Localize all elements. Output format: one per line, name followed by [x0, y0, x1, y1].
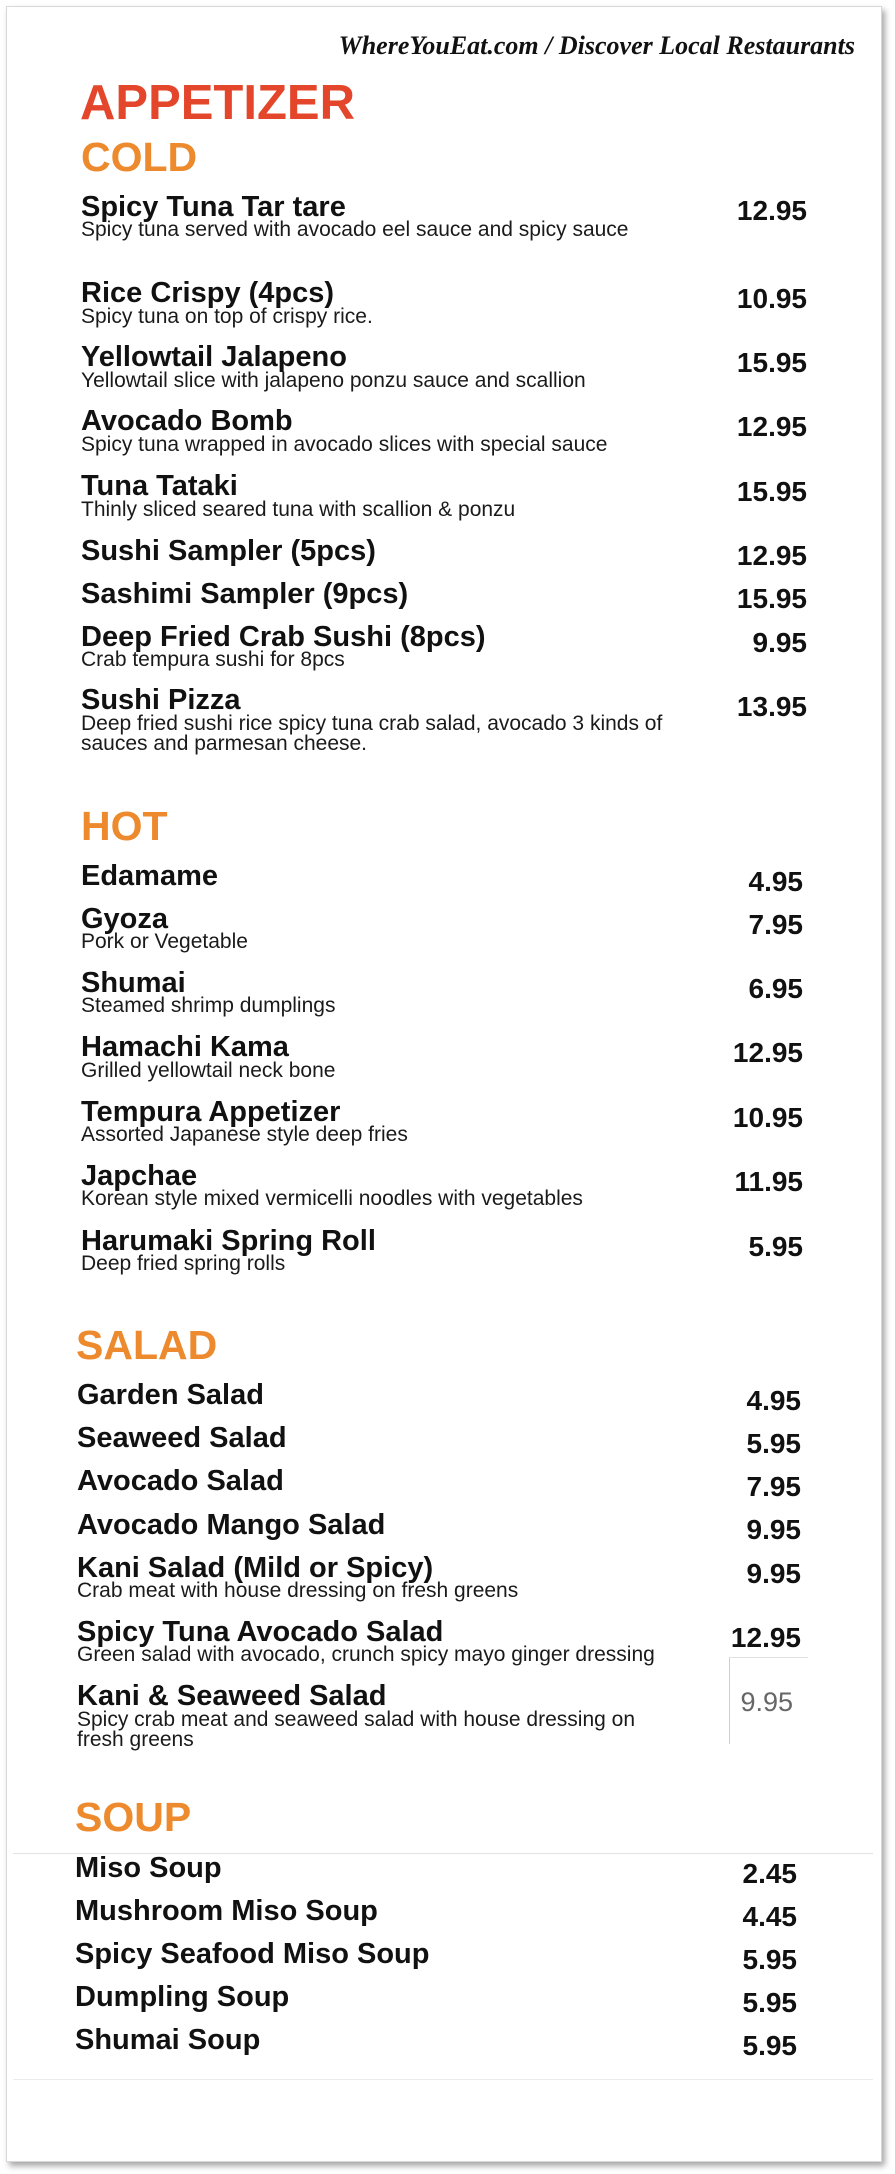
item-price: 12.95: [736, 540, 807, 571]
item-name: Miso Soup: [75, 1852, 222, 1884]
item-description: Steamed shrimp dumplings: [81, 994, 336, 1017]
item-price: 15.95: [736, 347, 807, 378]
item-description: Korean style mixed vermicelli noodles with vegetables: [81, 1187, 583, 1210]
item-name: Gyoza: [81, 903, 169, 935]
item-price: 15.95: [736, 583, 807, 614]
section-heading-soup: SOUP: [75, 1794, 192, 1840]
item-price: 10.95: [736, 283, 807, 314]
item-name: Avocado Mango Salad: [77, 1509, 386, 1541]
item-price: 2.45: [742, 1858, 797, 1889]
item-price: 15.95: [736, 476, 807, 507]
item-name: Tuna Tataki: [81, 470, 238, 502]
section-heading-cold: COLD: [81, 134, 198, 180]
item-name: Spicy Tuna Tar tare: [81, 191, 346, 223]
item-name: Deep Fried Crab Sushi (8pcs): [81, 621, 486, 653]
item-name: Sashimi Sampler (9pcs): [81, 578, 409, 610]
item-price: 12.95: [732, 1037, 803, 1068]
item-price: 13.95: [736, 691, 807, 722]
item-price: 12.95: [736, 195, 807, 226]
item-description: Deep fried sushi rice spicy tuna crab salad, avocado 3 kinds of sauces and parmesan cheese.: [81, 712, 663, 755]
item-price: 5.95: [742, 2030, 797, 2061]
item-price: 4.45: [742, 1901, 797, 1932]
item-price: 5.95: [742, 1987, 797, 2018]
item-description: Spicy crab meat and seaweed salad with house dressing on fresh greens: [77, 1708, 635, 1751]
item-description: Deep fried spring rolls: [81, 1252, 286, 1275]
section-heading-salad: SALAD: [76, 1322, 218, 1368]
item-price: 11.95: [734, 1166, 803, 1197]
item-name: Dumpling Soup: [75, 1981, 290, 2013]
item-name: Japchae: [81, 1160, 198, 1192]
item-description: Thinly sliced seared tuna with scallion & ponzu: [81, 498, 516, 521]
item-description: Crab tempura sushi for 8pcs: [81, 648, 345, 671]
item-price: 5.95: [746, 1428, 801, 1459]
item-description: Grilled yellowtail neck bone: [81, 1059, 336, 1082]
item-name: Avocado Bomb: [81, 405, 293, 437]
item-price: 9.95: [740, 1687, 793, 1717]
item-price: 9.95: [746, 1558, 801, 1589]
item-name: Rice Crispy (4pcs): [81, 277, 335, 309]
item-description: Crab meat with house dressing on fresh greens: [77, 1579, 519, 1602]
item-price: 5.95: [742, 1944, 797, 1975]
item-price: 12.95: [736, 411, 807, 442]
item-description: Pork or Vegetable: [81, 930, 248, 953]
item-name: Mushroom Miso Soup: [75, 1895, 378, 1927]
item-name: Yellowtail Jalapeno: [81, 341, 347, 373]
item-description: Spicy tuna served with avocado eel sauce and spicy sauce: [81, 218, 629, 241]
item-name: Spicy Tuna Avocado Salad: [77, 1616, 444, 1648]
item-name: Seaweed Salad: [77, 1422, 287, 1454]
item-name: Sushi Sampler (5pcs): [81, 535, 376, 567]
site-banner: WhereYouEat.com / Discover Local Restaurants: [338, 31, 855, 60]
item-name: Kani Salad (Mild or Spicy): [77, 1552, 434, 1584]
item-price: 4.95: [746, 1385, 801, 1416]
item-name: Kani & Seaweed Salad: [77, 1680, 387, 1712]
item-name: Avocado Salad: [77, 1465, 284, 1497]
item-name: Sushi Pizza: [81, 684, 241, 716]
item-description: Spicy tuna on top of crispy rice.: [81, 305, 373, 328]
item-price: 9.95: [752, 627, 807, 658]
section-heading-hot: HOT: [81, 803, 168, 849]
item-description: Spicy tuna wrapped in avocado slices with special sauce: [81, 433, 608, 456]
item-name: Edamame: [81, 860, 219, 892]
item-name: Tempura Appetizer: [81, 1096, 341, 1128]
item-name: Spicy Seafood Miso Soup: [75, 1938, 430, 1970]
item-price: 5.95: [748, 1231, 803, 1262]
menu-page: [6, 6, 882, 2162]
item-price: 7.95: [748, 909, 803, 940]
item-price: 7.95: [746, 1471, 801, 1502]
item-price: 12.95: [730, 1622, 801, 1653]
item-price: 9.95: [746, 1514, 801, 1545]
item-name: Shumai Soup: [75, 2024, 261, 2056]
item-price: 10.95: [732, 1102, 803, 1133]
item-description: Yellowtail slice with jalapeno ponzu sauce and scallion: [81, 369, 586, 392]
item-price: 4.95: [748, 866, 803, 897]
item-name: Harumaki Spring Roll: [81, 1225, 376, 1257]
item-name: Shumai: [81, 967, 186, 999]
item-name: Hamachi Kama: [81, 1031, 289, 1063]
item-description: Assorted Japanese style deep fries: [81, 1123, 408, 1146]
item-description: Green salad with avocado, crunch spicy mayo ginger dressing: [77, 1643, 655, 1666]
item-name: Garden Salad: [77, 1379, 264, 1411]
item-price: 6.95: [748, 973, 803, 1004]
menu-title: APPETIZER: [80, 76, 355, 130]
divider: [13, 2079, 873, 2080]
